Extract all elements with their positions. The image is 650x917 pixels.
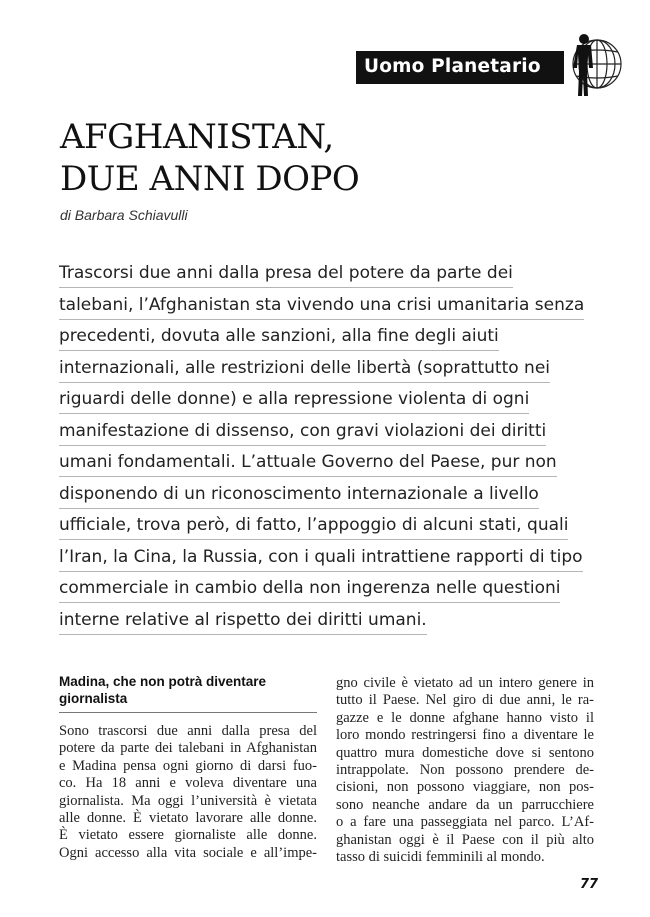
man-with-globe-icon — [563, 30, 627, 100]
lead-line: precedenti, dovuta alle sanzioni, alla fine degli aiuti — [59, 324, 579, 356]
title-line-1: AFGHANISTAN, — [60, 117, 334, 157]
body-line: gno civile è vietato ad un intero genere in — [336, 675, 594, 691]
lead-line: ufficiale, trova però, di fatto, l’appoggio di alcuni stati, quali — [59, 513, 579, 545]
subheading: Madina, che non potrà diventare giornalista — [59, 673, 317, 713]
byline: di Barbara Schiavulli — [60, 207, 188, 223]
lead-line: disponendo di un riconoscimento internazionale a livello — [59, 482, 579, 514]
body-line: cisioni, non possono viaggiare, non pos- — [336, 779, 594, 796]
page-number: 77 — [580, 877, 599, 892]
lead-line: Trascorsi due anni dalla presa del potere da parte dei — [59, 261, 579, 293]
body-line: alle donne. È vietato lavorare alle donne. — [59, 810, 317, 827]
body-line: ghanistan oggi è il Paese con il più alto — [336, 831, 594, 848]
body-line: Sono trascorsi due anni dalla presa del — [59, 723, 317, 739]
lead-line: umani fondamentali. L’attuale Governo del Paese, pur non — [59, 450, 579, 482]
lead-line: interne relative al rispetto dei diritti umani. — [59, 608, 579, 640]
lead-line: l’Iran, la Cina, la Russia, con i quali intrattiene rapporti di tipo — [59, 545, 579, 577]
lead-line: internazionali, alle restrizioni delle libertà (soprattutto nei — [59, 356, 579, 388]
article-title — [60, 116, 359, 200]
body-line: loro mondo restringersi fino a diventare le — [336, 727, 594, 744]
lead-line: commerciale in cambio della non ingerenza nelle questioni — [59, 576, 579, 608]
body-line: tasso di suicidi femminili al mondo. — [336, 849, 545, 866]
body-line: sono neanche andare da un parrucchiere — [336, 796, 594, 813]
section-banner — [356, 51, 564, 84]
body-line: o a fare una passeggiata nel parco. L’Af- — [336, 814, 594, 831]
lead-line: manifestazione di dissenso, con gravi violazioni dei diritti — [59, 419, 579, 451]
title-line-2: DUE ANNI DOPO — [60, 159, 360, 199]
body-line: tutto il Paese. Nel giro di due anni, le ra- — [336, 692, 594, 709]
lead-paragraph — [59, 261, 585, 639]
body-line: intrappolate. Non possono prendere de- — [336, 762, 594, 779]
body-line: potere da parte dei talebani in Afghanistan — [59, 740, 317, 757]
lead-line: riguardi delle donne) e alla repressione violenta di ogni — [59, 387, 579, 419]
lead-line: talebani, l’Afghanistan sta vivendo una crisi umanitaria senza — [59, 293, 579, 325]
body-line: co. Ha 18 anni e voleva diventare una — [59, 775, 317, 792]
body-line: È vietato essere giornaliste alle donne. — [59, 827, 317, 844]
body-line: Ogni accesso alla vita sociale e all’impe- — [59, 844, 317, 861]
body-line: quattro mura domestiche dove si sentono — [336, 744, 594, 761]
body-line: giornalista. Ma oggi l’università è vietata — [59, 792, 317, 809]
body-line: gazze e le donne afghane hanno visto il — [336, 709, 594, 726]
body-column-2 — [336, 675, 594, 866]
section-title: Uomo Planetario — [364, 56, 541, 77]
body-line: e Madina pensa ogni giorno di darsi fuo- — [59, 757, 317, 774]
body-column-1 — [59, 723, 317, 862]
